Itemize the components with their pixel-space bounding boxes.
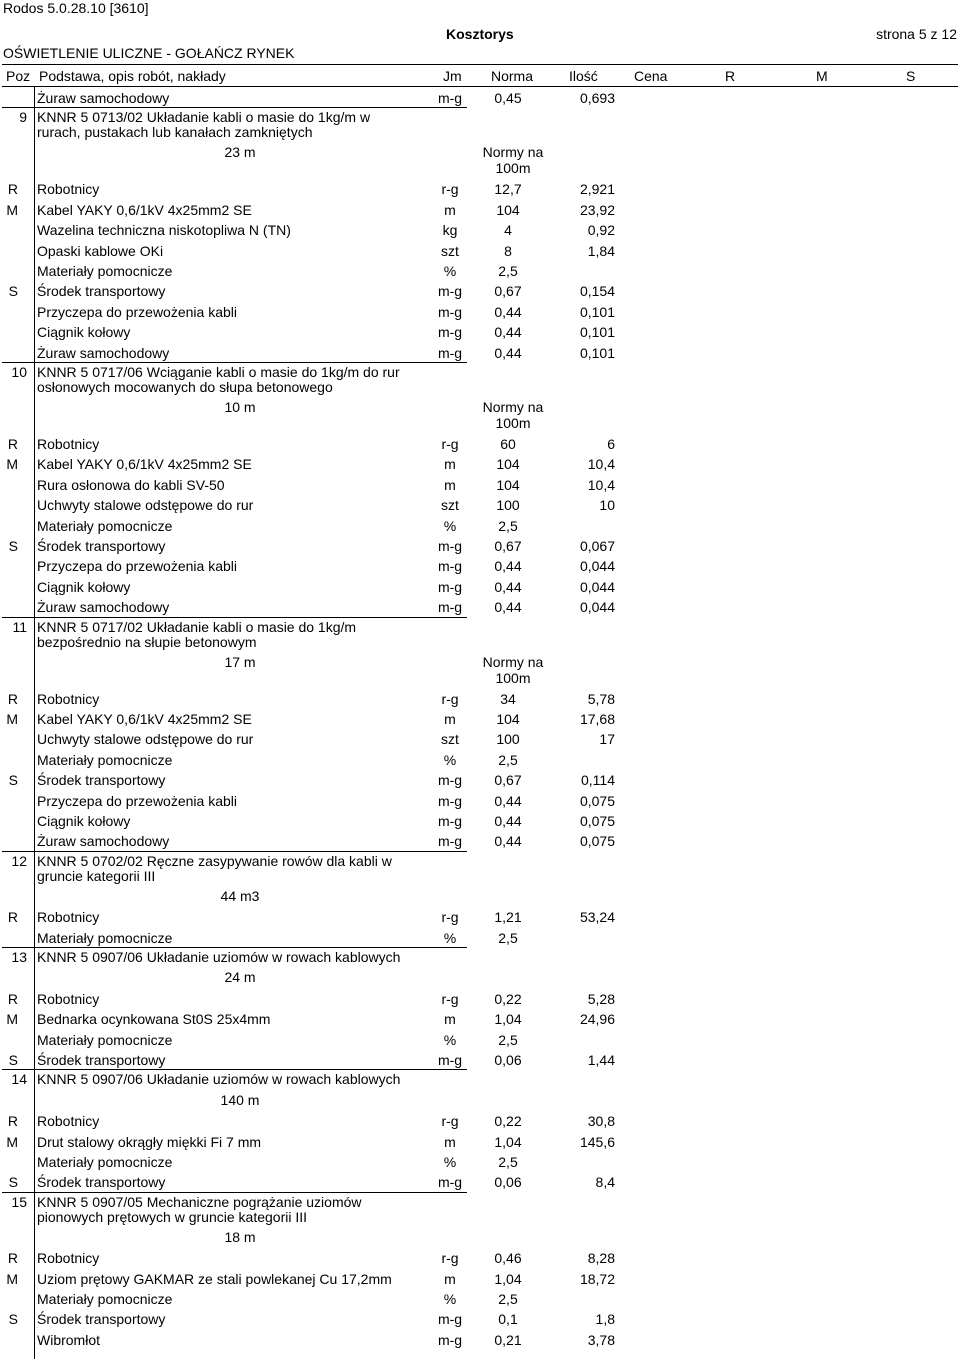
resource-unit: m-g — [437, 90, 463, 106]
resource-quantity: 145,6 — [579, 1133, 615, 1150]
position-quantity: 44 m3 — [220, 887, 260, 904]
position-description-cont: gruncie kategorii III — [37, 867, 156, 884]
resource-name: Robotnicy — [37, 690, 100, 707]
resource-type: M — [6, 456, 18, 473]
header-bottom-rule — [2, 86, 958, 87]
resource-unit: m-g — [437, 303, 463, 320]
resource-name: Robotnicy — [37, 909, 100, 926]
resource-type: R — [7, 909, 18, 926]
header-top-rule — [2, 64, 958, 65]
resource-norm: 0,06 — [494, 1174, 522, 1191]
resource-unit: % — [443, 929, 457, 946]
resource-unit: m-g — [437, 1311, 463, 1328]
position-separator-rule — [2, 851, 467, 852]
resource-norm: 1,04 — [494, 1133, 522, 1150]
resource-unit: m — [444, 476, 456, 493]
position-quantity: 18 m — [224, 1228, 256, 1245]
resource-unit: r-g — [441, 1113, 459, 1130]
norm-basis-label: Normy na — [482, 653, 544, 670]
resource-norm: 2,5 — [498, 1154, 518, 1170]
col-header-r: R — [725, 68, 736, 84]
resource-quantity: 0,075 — [579, 792, 615, 809]
resource-norm: 100 — [496, 731, 520, 748]
resource-unit: szt — [441, 497, 459, 514]
resource-quantity: 30,8 — [587, 1113, 615, 1130]
resource-norm: 0,22 — [494, 990, 522, 1007]
resource-norm: 0,44 — [494, 813, 522, 829]
resource-unit: r-g — [441, 690, 459, 707]
resource-type: R — [7, 1113, 18, 1130]
resource-name: Materiały pomocnicze — [37, 929, 173, 946]
resource-name: Żuraw samochodowy — [37, 344, 170, 361]
resource-quantity: 10,4 — [587, 456, 615, 473]
resource-name: Ciągnik kołowy — [37, 578, 131, 595]
project-name: OŚWIETLENIE ULICZNE - GOŁAŃCZ RYNEK — [3, 45, 295, 61]
resource-quantity: 0,044 — [579, 558, 615, 575]
resource-name: Wazelina techniczna niskotopliwa N (TN) — [37, 222, 291, 239]
position-description: KNNR 5 0717/06 Wciąganie kabli o masie do 1kg/m do rur — [37, 364, 400, 380]
norm-basis-label: Normy na — [482, 144, 544, 161]
resource-quantity: 0,101 — [579, 303, 615, 320]
col-header-s: S — [906, 68, 916, 84]
resource-type: R — [7, 990, 18, 1007]
resource-unit: kg — [442, 222, 458, 239]
resource-norm: 2,5 — [498, 1291, 518, 1307]
resource-type: S — [8, 1311, 18, 1328]
resource-quantity: 18,72 — [579, 1270, 615, 1287]
resource-quantity: 10 — [599, 497, 615, 514]
resource-unit: % — [443, 1291, 457, 1307]
resource-norm: 1,21 — [494, 909, 522, 926]
resource-name: Robotnicy — [37, 1113, 100, 1130]
resource-name: Opaski kablowe OKi — [37, 242, 164, 259]
norm-basis-unit: 100m — [495, 415, 531, 431]
resource-norm: 34 — [500, 690, 516, 707]
resource-unit: % — [443, 263, 457, 279]
resource-unit: m-g — [437, 792, 463, 809]
resource-unit: r-g — [441, 436, 459, 452]
resource-unit: m — [444, 456, 456, 473]
resource-name: Kabel YAKY 0,6/1kV 4x25mm2 SE — [37, 711, 252, 727]
position-number: 12 — [11, 852, 27, 869]
resource-quantity: 8,4 — [595, 1174, 615, 1191]
resource-unit: m — [444, 201, 456, 218]
resource-unit: m-g — [437, 558, 463, 575]
resource-norm: 0,44 — [494, 324, 522, 341]
resource-unit: r-g — [441, 990, 459, 1007]
resource-unit: m-g — [437, 772, 463, 789]
page-info: strona 5 z 12 — [876, 26, 957, 42]
resource-quantity: 0,101 — [579, 344, 615, 361]
position-description-cont: pionowych prętowych w gruncie kategorii III — [37, 1208, 308, 1225]
resource-name: Środek transportowy — [37, 538, 166, 554]
resource-norm: 100 — [496, 497, 520, 514]
resource-unit: m-g — [437, 1331, 463, 1348]
col-header-ilosc: Ilość — [569, 68, 598, 84]
resource-unit: m — [444, 1270, 456, 1287]
resource-quantity: 0,101 — [579, 324, 615, 341]
resource-type: S — [8, 772, 18, 789]
resource-unit: m-g — [437, 1174, 463, 1191]
resource-quantity: 0,693 — [579, 90, 615, 106]
resource-unit: m-g — [437, 283, 463, 300]
resource-type: M — [6, 1133, 18, 1150]
resource-unit: m — [444, 711, 456, 727]
resource-norm: 0,21 — [494, 1331, 522, 1348]
resource-norm: 104 — [496, 456, 520, 473]
col-header-norma: Norma — [491, 68, 534, 84]
resource-name: Przyczepa do przewożenia kabli — [37, 558, 237, 575]
resource-quantity: 1,44 — [587, 1052, 615, 1068]
resource-name: Środek transportowy — [37, 1311, 166, 1328]
resource-name: Ciągnik kołowy — [37, 813, 131, 829]
resource-quantity: 5,28 — [587, 990, 615, 1007]
resource-unit: % — [443, 1154, 457, 1170]
resource-type: M — [6, 201, 18, 218]
resource-quantity: 0,075 — [579, 813, 615, 829]
resource-norm: 8 — [504, 242, 512, 259]
resource-quantity: 1,8 — [595, 1311, 615, 1328]
resource-type: M — [6, 711, 18, 727]
position-quantity: 23 m — [224, 144, 256, 161]
position-number: 9 — [19, 109, 27, 126]
resource-quantity: 0,067 — [579, 538, 615, 554]
resource-unit: m — [444, 1011, 456, 1028]
resource-norm: 0,44 — [494, 578, 522, 595]
position-description: KNNR 5 0907/06 Układanie uziomów w rowach kablowych — [37, 949, 401, 965]
resource-name: Wibromłot — [37, 1331, 101, 1348]
position-column-separator — [34, 86, 35, 1359]
position-quantity: 24 m — [224, 969, 256, 986]
resource-name: Środek transportowy — [37, 283, 166, 300]
resource-name: Robotnicy — [37, 1250, 100, 1267]
resource-type: R — [7, 436, 18, 452]
col-header-description: Podstawa, opis robót, nakłady — [39, 68, 226, 84]
resource-norm: 2,5 — [498, 1031, 518, 1048]
resource-norm: 0,22 — [494, 1113, 522, 1130]
resource-unit: r-g — [441, 181, 459, 198]
resource-norm: 2,5 — [498, 517, 518, 534]
resource-unit: r-g — [441, 1250, 459, 1267]
resource-quantity: 5,78 — [587, 690, 615, 707]
position-number: 13 — [11, 949, 27, 965]
resource-norm: 2,5 — [498, 929, 518, 946]
resource-name: Rura osłonowa do kabli SV-50 — [37, 476, 225, 493]
resource-norm: 0,44 — [494, 344, 522, 361]
resource-name: Środek transportowy — [37, 1174, 166, 1191]
resource-unit: m-g — [437, 538, 463, 554]
resource-quantity: 0,154 — [579, 283, 615, 300]
resource-unit: m-g — [437, 1052, 463, 1068]
resource-name: Materiały pomocnicze — [37, 751, 173, 768]
position-description-cont: rurach, pustakach lub kanałach zamkniętych — [37, 124, 313, 141]
resource-quantity: 17,68 — [579, 711, 615, 727]
resource-norm: 0,44 — [494, 792, 522, 809]
resource-norm: 1,04 — [494, 1011, 522, 1028]
resource-unit: % — [443, 517, 457, 534]
resource-unit: m-g — [437, 324, 463, 341]
position-number: 15 — [11, 1193, 27, 1210]
resource-type: S — [8, 283, 18, 300]
resource-name: Materiały pomocnicze — [37, 1154, 173, 1170]
resource-unit: % — [443, 1031, 457, 1048]
resource-quantity: 0,044 — [579, 578, 615, 595]
resource-type: R — [7, 690, 18, 707]
resource-name: Robotnicy — [37, 181, 100, 198]
resource-norm: 104 — [496, 711, 520, 727]
resource-norm: 0,06 — [494, 1052, 522, 1068]
resource-norm: 4 — [504, 222, 512, 239]
position-description: KNNR 5 0717/02 Układanie kabli o masie do 1kg/m — [37, 618, 357, 635]
resource-quantity: 0,044 — [579, 599, 615, 616]
resource-unit: m-g — [437, 344, 463, 361]
resource-norm: 0,44 — [494, 303, 522, 320]
resource-norm: 0,44 — [494, 833, 522, 850]
resource-quantity: 17 — [599, 731, 615, 748]
col-header-poz: Poz — [6, 68, 31, 84]
position-quantity: 17 m — [224, 653, 256, 670]
resource-quantity: 53,24 — [579, 909, 615, 926]
resource-name: Bednarka ocynkowana St0S 25x4mm — [37, 1011, 271, 1028]
resource-norm: 0,46 — [494, 1250, 522, 1267]
app-version: Rodos 5.0.28.10 [3610] — [3, 0, 149, 16]
resource-norm: 0,67 — [494, 283, 522, 300]
col-header-jm: Jm — [443, 68, 462, 84]
resource-norm: 104 — [496, 201, 520, 218]
resource-norm: 60 — [500, 436, 516, 452]
position-description: KNNR 5 0713/02 Układanie kabli o masie do 1kg/m w — [37, 109, 371, 126]
position-description: KNNR 5 0702/02 Ręczne zasypywanie rowów dla kabli w — [37, 852, 392, 869]
position-separator-rule — [2, 617, 467, 618]
norm-basis-unit: 100m — [495, 160, 531, 177]
resource-norm: 2,5 — [498, 751, 518, 768]
resource-name: Drut stalowy okrągły miękki Fi 7 mm — [37, 1133, 262, 1150]
resource-type: R — [7, 181, 18, 198]
resource-norm: 0,67 — [494, 772, 522, 789]
resource-type: S — [8, 1174, 18, 1191]
resource-unit: m-g — [437, 833, 463, 850]
resource-type: M — [6, 1011, 18, 1028]
resource-norm: 104 — [496, 476, 520, 493]
position-separator-rule — [2, 947, 467, 948]
resource-name: Robotnicy — [37, 990, 100, 1007]
resource-name: Przyczepa do przewożenia kabli — [37, 303, 237, 320]
resource-name: Uchwyty stalowe odstępowe do rur — [37, 497, 254, 514]
resource-quantity: 23,92 — [579, 201, 615, 218]
resource-name: Żuraw samochodowy — [37, 599, 170, 616]
resource-type: S — [8, 1052, 18, 1068]
resource-quantity: 0,92 — [587, 222, 615, 239]
resource-quantity: 2,921 — [579, 181, 615, 198]
resource-unit: m-g — [437, 599, 463, 616]
position-description-cont: bezpośrednio na słupie betonowym — [37, 633, 257, 650]
resource-unit: r-g — [441, 909, 459, 926]
resource-quantity: 0,075 — [579, 833, 615, 850]
resource-type: S — [8, 538, 18, 554]
resource-name: Kabel YAKY 0,6/1kV 4x25mm2 SE — [37, 456, 252, 473]
resource-norm: 0,45 — [494, 90, 522, 106]
resource-name: Kabel YAKY 0,6/1kV 4x25mm2 SE — [37, 201, 252, 218]
resource-norm: 2,5 — [498, 263, 518, 279]
resource-quantity: 6 — [607, 436, 615, 452]
norm-basis-unit: 100m — [495, 669, 531, 686]
resource-unit: % — [443, 751, 457, 768]
resource-quantity: 3,78 — [587, 1331, 615, 1348]
resource-name: Robotnicy — [37, 436, 100, 452]
resource-name: Uziom prętowy GAKMAR ze stali powlekanej Cu 17,2mm — [37, 1270, 392, 1287]
resource-quantity: 1,84 — [587, 242, 615, 259]
resource-name: Żuraw samochodowy — [37, 90, 170, 106]
col-header-m: M — [816, 68, 828, 84]
norm-basis-label: Normy na — [482, 399, 544, 415]
position-separator-rule — [2, 1192, 467, 1193]
resource-norm: 0,67 — [494, 538, 522, 554]
resource-norm: 1,04 — [494, 1270, 522, 1287]
resource-norm: 12,7 — [494, 181, 522, 198]
resource-unit: m-g — [437, 813, 463, 829]
position-separator-rule — [2, 107, 467, 108]
resource-norm: 0,44 — [494, 558, 522, 575]
col-header-cena: Cena — [634, 68, 668, 84]
resource-name: Środek transportowy — [37, 772, 166, 789]
position-number: 14 — [11, 1071, 27, 1088]
resource-name: Przyczepa do przewożenia kabli — [37, 792, 237, 809]
resource-quantity: 24,96 — [579, 1011, 615, 1028]
resource-type: R — [7, 1250, 18, 1267]
resource-quantity: 10,4 — [587, 476, 615, 493]
document-title: Kosztorys — [446, 26, 514, 42]
position-number: 11 — [12, 618, 27, 635]
position-quantity: 140 m — [220, 1091, 260, 1108]
resource-name: Uchwyty stalowe odstępowe do rur — [37, 731, 254, 748]
resource-name: Materiały pomocnicze — [37, 1291, 173, 1307]
position-description: KNNR 5 0907/05 Mechaniczne pogrążanie uziomów — [37, 1193, 362, 1210]
resource-quantity: 0,114 — [581, 772, 615, 789]
position-number: 10 — [11, 364, 27, 380]
resource-unit: m — [444, 1133, 456, 1150]
resource-unit: szt — [441, 242, 459, 259]
resource-name: Żuraw samochodowy — [37, 833, 170, 850]
resource-name: Środek transportowy — [37, 1052, 166, 1068]
resource-norm: 0,44 — [494, 599, 522, 616]
resource-unit: szt — [441, 731, 459, 748]
resource-name: Ciągnik kołowy — [37, 324, 131, 341]
resource-name: Materiały pomocnicze — [37, 517, 173, 534]
position-description: KNNR 5 0907/06 Układanie uziomów w rowach kablowych — [37, 1071, 401, 1088]
resource-quantity: 8,28 — [587, 1250, 615, 1267]
resource-name: Materiały pomocnicze — [37, 263, 173, 279]
resource-type: M — [6, 1270, 18, 1287]
position-separator-rule — [2, 1069, 467, 1070]
resource-norm: 0,1 — [498, 1311, 518, 1328]
resource-name: Materiały pomocnicze — [37, 1031, 173, 1048]
position-description-cont: osłonowych mocowanych do słupa betonowego — [37, 379, 333, 395]
resource-unit: m-g — [437, 578, 463, 595]
position-quantity: 10 m — [224, 399, 256, 415]
position-separator-rule — [2, 362, 467, 363]
